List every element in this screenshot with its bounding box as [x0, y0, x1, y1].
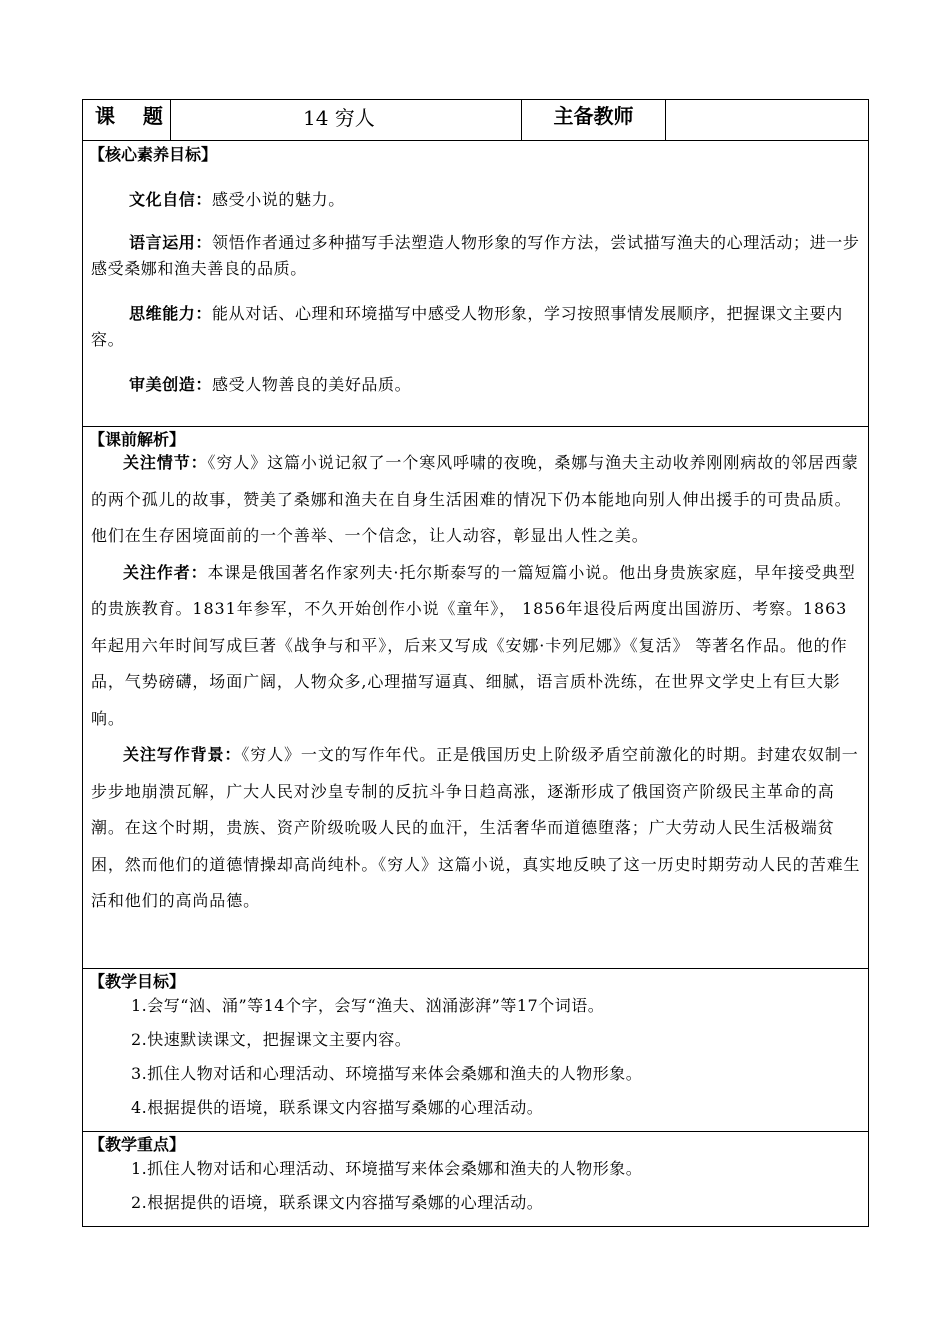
lesson-plan-page [82, 99, 868, 1227]
core-goal-culture [83, 187, 868, 213]
analysis-author [83, 555, 868, 738]
header-row [83, 100, 869, 141]
objective-item: 4.根据提供的语境，联系课文内容描写桑娜的心理活动。 [131, 1098, 544, 1117]
core-goal-language [83, 230, 868, 282]
analysis-text: 本课是俄国著名作家列夫·托尔斯泰写的一篇短篇小说。他出身贵族家庭，早年接受典型的贵族教育。1831年参军，不久开始创作小说《童年》， 1856年退役后两度出国游历、考察。1863年起用六年时间写成巨著《战争与和平》，后来又写成《安娜·卡列尼娜》《复活》 等著名作品。他的作品，气势磅礴，场面广阔，人物众多,心理描写逼真、细腻，语言质朴洗练，在世界文学史上有巨大影响。 [91, 562, 856, 728]
core-goal-label: 语言运用： [129, 233, 213, 252]
analysis-text: 《穷人》这篇小说记叙了一个寒风呼啸的夜晚，桑娜与渔夫主动收养刚刚病故的邻居西蒙的两个孤儿的故事，赞美了桑娜和渔夫在自身生活困难的情况下仍本能地向别人伸出援手的可贵品质。他们在生存困境面前的一个善举、一个信念，让人动容，彰显出人性之美。 [91, 453, 859, 545]
core-goal-label: 思维能力： [129, 304, 213, 323]
core-goal-text: 感受小说的魅力。 [212, 190, 345, 209]
core-goal-aesthetic [83, 372, 868, 398]
analysis-text: 《穷人》一文的写作年代。正是俄国历史上阶级矛盾空前激化的时期。封建农奴制一步步地崩溃瓦解，广大人民对沙皇专制的反抗斗争日趋高涨，逐渐形成了俄国资产阶级民主革命的高潮。在这个时期，贵族、资产阶级吮吸人民的血汗，生活奢华而道德堕落；广大劳动人民生活极端贫困，然而他们的道德情操却高尚纯朴。《穷人》这篇小说，真实地反映了这一历史时期劳动人民的苦难生活和他们的高尚品德。 [91, 745, 861, 910]
core-goals-heading: 【核心素养目标】 [89, 145, 218, 164]
analysis-row [83, 427, 869, 969]
teacher-value [666, 100, 869, 141]
analysis-label: 关注写作背景： [123, 745, 242, 764]
objective-item: 1.会写“汹、涌”等14个字，会写“渔夫、汹涌澎湃”等17个词语。 [131, 996, 605, 1015]
analysis-background [83, 737, 868, 920]
objectives-row [83, 969, 869, 1132]
analysis-label: 关注作者： [123, 562, 208, 582]
keypoint-item: 1.抓住人物对话和心理活动、环境描写来体会桑娜和渔夫的人物形象。 [131, 1159, 643, 1178]
core-goal-label: 文化自信： [129, 190, 213, 209]
keypoint-item: 2.根据提供的语境，联系课文内容描写桑娜的心理活动。 [131, 1193, 544, 1212]
core-goal-thinking [83, 301, 868, 353]
core-goal-text: 领悟作者通过多种描写手法塑造人物形象的写作方法，尝试描写渔夫的心理活动；进一步感受桑娜和渔夫善良的品质。 [91, 233, 860, 278]
topic-label: 课 题 [83, 100, 171, 141]
objective-item: 3.抓住人物对话和心理活动、环境描写来体会桑娜和渔夫的人物形象。 [131, 1064, 643, 1083]
analysis-heading: 【课前解析】 [89, 430, 186, 449]
core-goal-label: 审美创造： [129, 375, 213, 394]
lesson-plan-table [82, 99, 869, 1227]
keypoints-row [83, 1132, 869, 1227]
teacher-label: 主备教师 [522, 100, 666, 141]
core-goal-text: 能从对话、心理和环境描写中感受人物形象，学习按照事情发展顺序，把握课文主要内容。 [91, 304, 843, 349]
lesson-title: 14 穷人 [171, 100, 522, 141]
objective-item: 2.快速默读课文，把握课文主要内容。 [131, 1030, 412, 1049]
analysis-plot [83, 445, 868, 555]
analysis-label: 关注情节： [123, 453, 208, 472]
core-goal-text: 感受人物善良的美好品质。 [212, 375, 412, 394]
objectives-heading: 【教学目标】 [89, 972, 186, 991]
core-goals-row [83, 141, 869, 427]
keypoints-heading: 【教学重点】 [89, 1135, 186, 1154]
